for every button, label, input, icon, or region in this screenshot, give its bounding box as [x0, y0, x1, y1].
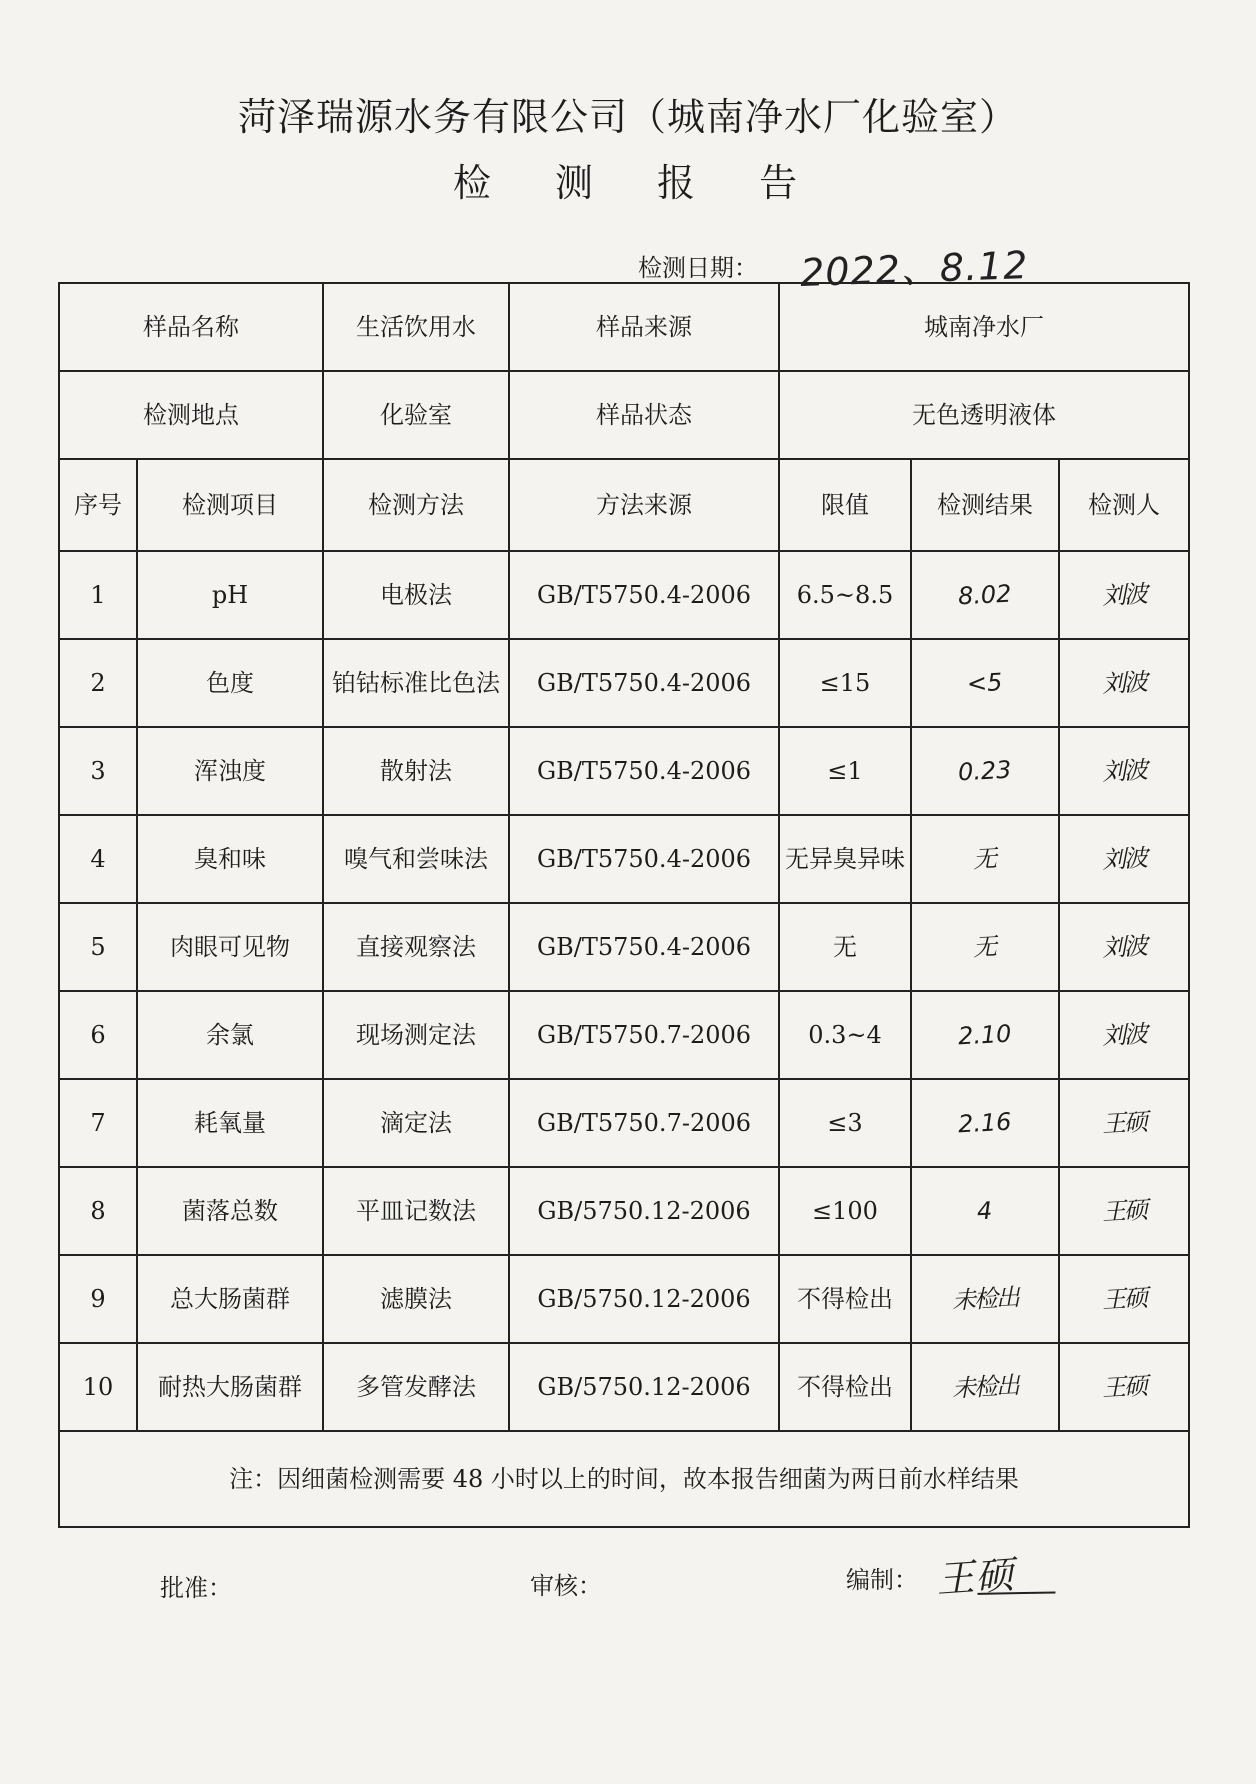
row-limit: 不得检出	[779, 1343, 911, 1431]
row-result-text: 未检出	[951, 1371, 1019, 1403]
inspector-signature: 刘波	[1101, 579, 1147, 610]
row-inspector	[1059, 903, 1189, 991]
row-limit: 0.3~4	[779, 991, 911, 1079]
row-source: GB/T5750.7-2006	[509, 1079, 779, 1167]
row-source: GB/T5750.4-2006	[509, 639, 779, 727]
row-item: 色度	[137, 639, 323, 727]
table-row	[59, 815, 1189, 903]
row-index: 10	[59, 1343, 137, 1431]
report-title: 检 测 报 告	[452, 161, 824, 205]
approve-label: 批准：	[160, 1574, 232, 1602]
table-row	[59, 1167, 1189, 1255]
inspector-signature: 刘波	[1101, 667, 1147, 698]
inspector-signature: 王硕	[1101, 1195, 1147, 1226]
date-label: 检测日期：	[638, 254, 758, 282]
row-index: 3	[59, 727, 137, 815]
row-method: 平皿记数法	[323, 1167, 509, 1255]
sample-name-label: 样品名称	[59, 283, 323, 371]
row-limit: ≤100	[779, 1167, 911, 1255]
row-result-text: 无	[972, 844, 998, 874]
row-index: 9	[59, 1255, 137, 1343]
compile-signature: 王硕	[934, 1543, 1016, 1603]
inspector-signature: 刘波	[1101, 1019, 1147, 1050]
row-method: 电极法	[323, 551, 509, 639]
row-inspector	[1059, 815, 1189, 903]
row-index: 4	[59, 815, 137, 903]
row-method: 嗅气和尝味法	[323, 815, 509, 903]
sample-source-value: 城南净水厂	[779, 283, 1189, 371]
row-result	[911, 551, 1059, 639]
row-index: 8	[59, 1167, 137, 1255]
row-index: 5	[59, 903, 137, 991]
row-item: pH	[137, 551, 323, 639]
col-limit-header: 限值	[779, 459, 911, 551]
row-source: GB/5750.12-2006	[509, 1167, 779, 1255]
row-source: GB/T5750.7-2006	[509, 991, 779, 1079]
row-result-text: <5	[966, 667, 1004, 698]
row-source: GB/T5750.4-2006	[509, 815, 779, 903]
note-row	[59, 1431, 1189, 1527]
row-limit: 无	[779, 903, 911, 991]
row-limit: ≤3	[779, 1079, 911, 1167]
row-inspector	[1059, 639, 1189, 727]
row-method: 现场测定法	[323, 991, 509, 1079]
sample-state-label: 样品状态	[509, 371, 779, 459]
row-index: 1	[59, 551, 137, 639]
table-row	[59, 1343, 1189, 1431]
row-limit: ≤1	[779, 727, 911, 815]
row-inspector	[1059, 1255, 1189, 1343]
inspector-signature: 王硕	[1101, 1371, 1147, 1402]
row-inspector	[1059, 1079, 1189, 1167]
row-item: 余氯	[137, 991, 323, 1079]
row-result-text: 无	[972, 932, 998, 962]
sample-name-value: 生活饮用水	[323, 283, 509, 371]
row-item: 耐热大肠菌群	[137, 1343, 323, 1431]
col-inspector-header: 检测人	[1059, 459, 1189, 551]
row-limit: ≤15	[779, 639, 911, 727]
row-result-text: 4	[976, 1196, 994, 1226]
sample-state-value: 无色透明液体	[779, 371, 1189, 459]
row-result-text: 未检出	[951, 1283, 1019, 1315]
row-method: 滤膜法	[323, 1255, 509, 1343]
row-source: GB/T5750.4-2006	[509, 551, 779, 639]
row-item: 浑浊度	[137, 727, 323, 815]
location-label: 检测地点	[59, 371, 323, 459]
row-inspector	[1059, 991, 1189, 1079]
table-row	[59, 727, 1189, 815]
table-row	[59, 1255, 1189, 1343]
row-item: 菌落总数	[137, 1167, 323, 1255]
row-result	[911, 639, 1059, 727]
col-index-header: 序号	[59, 459, 137, 551]
table-row	[59, 991, 1189, 1079]
inspector-signature: 王硕	[1101, 1283, 1147, 1314]
row-inspector	[1059, 727, 1189, 815]
row-source: GB/T5750.4-2006	[509, 727, 779, 815]
report-note: 注：因细菌检测需要 48 小时以上的时间，故本报告细菌为两日前水样结果	[59, 1431, 1189, 1527]
row-index: 7	[59, 1079, 137, 1167]
row-result	[911, 1343, 1059, 1431]
row-item: 臭和味	[137, 815, 323, 903]
inspector-signature: 王硕	[1101, 1107, 1147, 1138]
row-result	[911, 903, 1059, 991]
row-result-text: 2.10	[957, 1019, 1013, 1051]
report-table	[58, 282, 1190, 1528]
table-row	[59, 1079, 1189, 1167]
row-result-text: 8.02	[957, 579, 1013, 611]
row-result	[911, 1079, 1059, 1167]
row-method: 铂钴标准比色法	[323, 639, 509, 727]
review-label: 审核：	[530, 1572, 602, 1600]
row-inspector	[1059, 1343, 1189, 1431]
inspector-signature: 刘波	[1101, 843, 1147, 874]
row-source: GB/T5750.4-2006	[509, 903, 779, 991]
row-method: 直接观察法	[323, 903, 509, 991]
company-title: 菏泽瑞源水务有限公司（城南净水厂化验室）	[237, 95, 1018, 139]
row-result	[911, 815, 1059, 903]
row-result	[911, 991, 1059, 1079]
col-result-header: 检测结果	[911, 459, 1059, 551]
row-result	[911, 1167, 1059, 1255]
column-header-row	[59, 459, 1189, 551]
row-source: GB/5750.12-2006	[509, 1343, 779, 1431]
row-limit: 不得检出	[779, 1255, 911, 1343]
row-result-text: 0.23	[957, 755, 1013, 787]
location-value: 化验室	[323, 371, 509, 459]
date-value: 2022、8.12	[799, 243, 1030, 295]
row-inspector	[1059, 1167, 1189, 1255]
row-index: 6	[59, 991, 137, 1079]
row-item: 肉眼可见物	[137, 903, 323, 991]
table-row	[59, 551, 1189, 639]
table-row	[59, 903, 1189, 991]
col-source-header: 方法来源	[509, 459, 779, 551]
row-item: 耗氧量	[137, 1079, 323, 1167]
inspector-signature: 刘波	[1101, 931, 1147, 962]
table-row	[59, 639, 1189, 727]
row-method: 多管发酵法	[323, 1343, 509, 1431]
col-method-header: 检测方法	[323, 459, 509, 551]
info-row-location	[59, 371, 1189, 459]
row-item: 总大肠菌群	[137, 1255, 323, 1343]
row-inspector	[1059, 551, 1189, 639]
row-result	[911, 1255, 1059, 1343]
col-item-header: 检测项目	[137, 459, 323, 551]
info-row-sample	[59, 283, 1189, 371]
row-source: GB/5750.12-2006	[509, 1255, 779, 1343]
row-result	[911, 727, 1059, 815]
row-index: 2	[59, 639, 137, 727]
row-limit: 无异臭异味	[779, 815, 911, 903]
compile-label: 编制：	[846, 1566, 918, 1594]
inspector-signature: 刘波	[1101, 755, 1147, 786]
row-limit: 6.5~8.5	[779, 551, 911, 639]
row-result-text: 2.16	[957, 1107, 1013, 1139]
sample-source-label: 样品来源	[509, 283, 779, 371]
row-method: 散射法	[323, 727, 509, 815]
row-method: 滴定法	[323, 1079, 509, 1167]
